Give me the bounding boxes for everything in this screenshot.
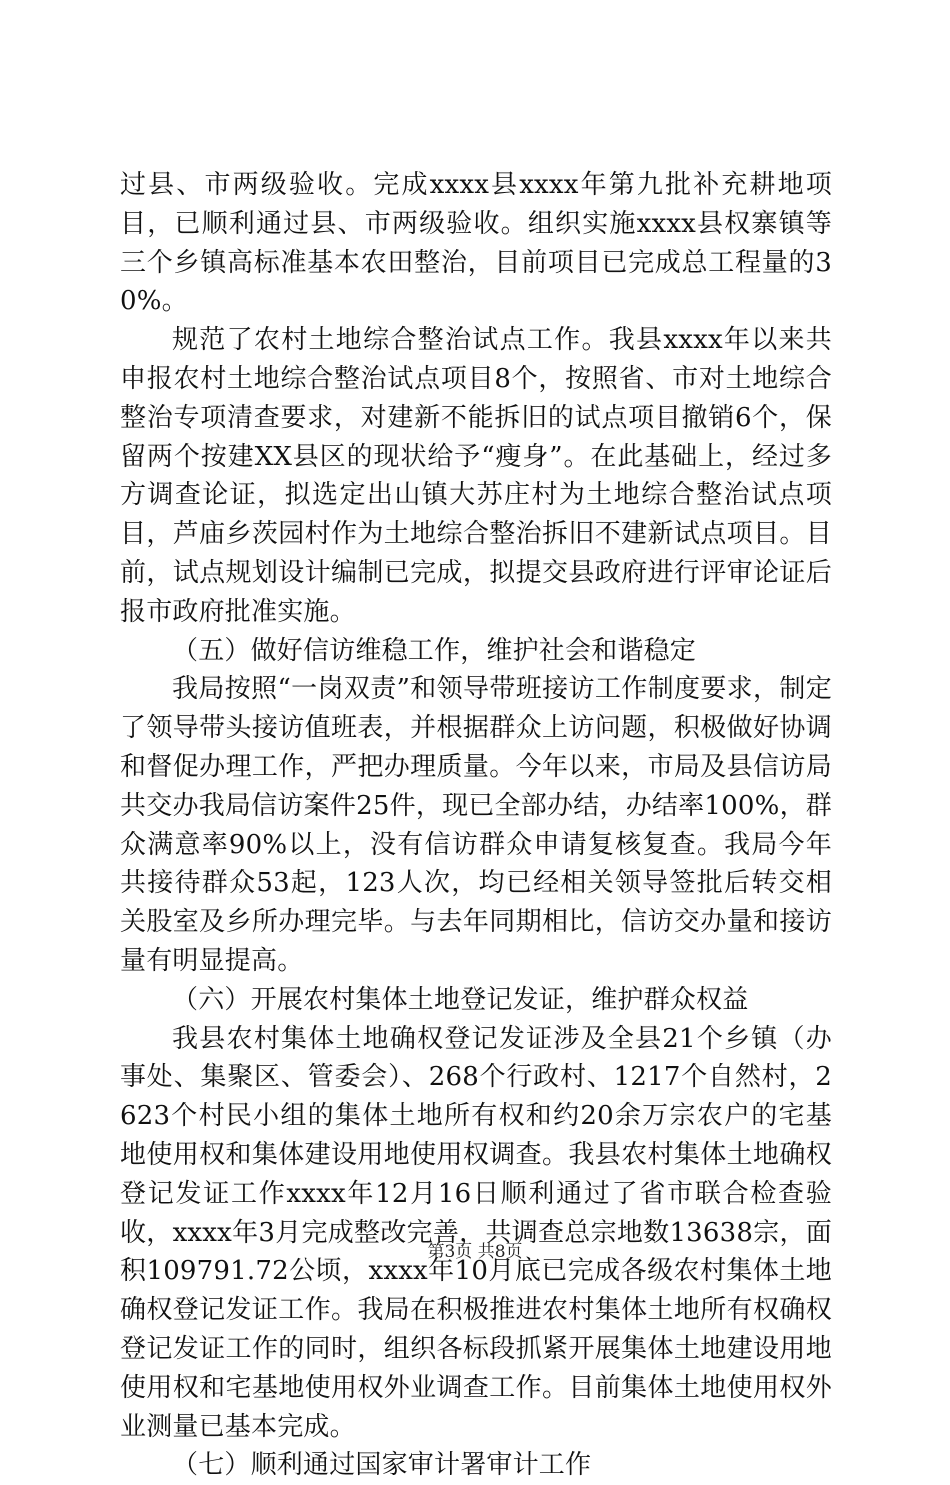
paragraph-2: 规范了农村土地综合整治试点工作。我县xxxx年以来共申报农村土地综合整治试点项目8个，按照省、市对土地综合整治专项清查要求，对建新不能拆旧的试点项目撤销6个，保留两个按建XX县区的现状给予“瘦身”。在此基础上，经过多方调查论证，拟选定出山镇大苏庄村为土地综合整治试点项目，芦庙乡茨园村作为土地综合整治拆旧不建新试点项目。目前，试点规划设计编制已完成，拟提交县政府进行评审论证后报市政府批准实施。 [120,325,832,627]
section-heading-7: （七）顺利通过国家审计署审计工作 [172,1450,592,1481]
section-heading-5: （五）做好信访维稳工作，维护社会和谐稳定 [172,635,697,666]
page-number-footer: 第3页 共8页 [427,1242,523,1262]
section-heading-6: （六）开展农村集体土地登记发证，维护群众权益 [172,984,749,1015]
paragraph-4: 我县农村集体土地确权登记发证涉及全县21个乡镇（办事处、集聚区、管委会）、268个行政村、1217个自然村，2623个村民小组的集体土地所有权和约20余万宗农户的宅基地使用权和集体建设用地使用权调查。我县农村集体土地确权登记发证工作xxxx年12月16日顺利通过了省市联合检查验收，xxxx年3月完成整改完善，共调查总宗地数13638宗，面积109791.72公顷，xxxx年10月底已完成各级农村集体土地确权登记发证工作。我局在积极推进农村集体土地所有权确权登记发证工作的同时，组织各标段抓紧开展集体土地建设用地使用权和宅基地使用权外业调查工作。目前集体土地使用权外业测量已基本完成。 [120,1023,832,1442]
paragraph-1: 过县、市两级验收。完成xxxx县xxxx年第九批补充耕地项目，已顺利通过县、市两级验收。组织实施xxxx县权寨镇等三个乡镇高标准基本农田整治，目前项目已完成总工程量的30%。 [120,170,832,317]
paragraph-3: 我局按照“一岗双责”和领导带班接访工作制度要求，制定了领导带头接访值班表，并根据群众上访问题，积极做好协调和督促办理工作，严把办理质量。今年以来，市局及县信访局共交办我局信访案件25件，现已全部办结，办结率100%，群众满意率90%以上，没有信访群众申请复核复查。我局今年共接待群众53起，123人次，均已经相关领导签批后转交相关股室及乡所办理完毕。与去年同期相比，信访交办量和接访量有明显提高。 [120,674,832,976]
document-body [120,166,832,1485]
